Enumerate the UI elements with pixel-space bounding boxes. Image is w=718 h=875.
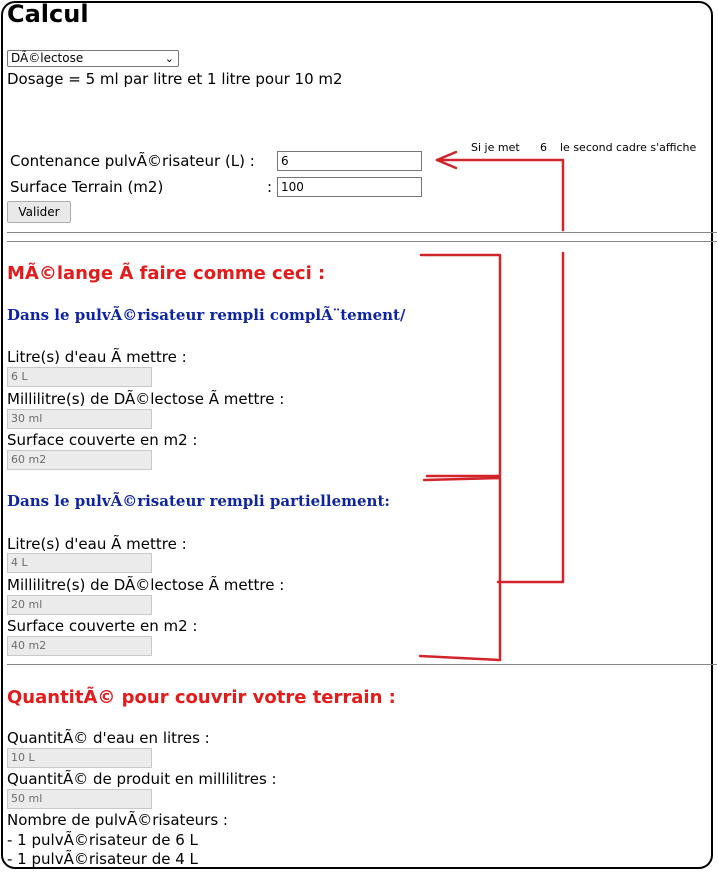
partial-surface-label: Surface couverte en m2 : [7,617,198,635]
mix-heading: MÃ©lange Ã faire comme ceci : [7,263,326,284]
surface-label: Surface Terrain (m2) [10,178,164,196]
annotation-prefix: Si je met [471,141,520,154]
full-surface-value: 60 m2 [7,450,152,470]
full-water-value: 6 L [7,367,152,387]
surface-colon: : [267,178,273,196]
quantity-water-value: 10 L [7,748,152,768]
partial-product-value: 20 ml [7,595,152,615]
quantity-product-value: 50 ml [7,789,152,809]
annotation-suffix: le second cadre s'affiche [560,141,697,154]
partial-water-label: Litre(s) d'eau Ã mettre : [7,535,187,553]
page-title: Calcul [7,0,89,28]
annotation-strokes [420,152,563,660]
capacity-label: Contenance pulvÃ©risateur (L) : [10,152,255,170]
product-select-value: DÃ©lectose [11,51,84,65]
sprayer-item: - 1 pulvÃ©risateur de 4 L [7,850,198,868]
quantity-product-label: QuantitÃ© de produit en millilitres : [7,770,277,788]
annotation-bracket [421,255,500,476]
quantity-heading: QuantitÃ© pour couvrir votre terrain : [7,687,396,708]
annotation-arrow-shaft [437,160,563,230]
sprayer-item: - 1 pulvÃ©risateur de 6 L [7,831,198,849]
partial-water-value: 4 L [7,553,152,573]
full-product-label: Millilitre(s) de DÃ©lectose Ã mettre : [7,390,285,408]
full-sprayer-heading: Dans le pulvÃ©risateur rempli complÃ¨tement/ [7,306,406,324]
partial-surface-value: 40 m2 [7,636,152,656]
validate-button[interactable]: Valider [7,201,71,223]
annotation-bracket [420,478,500,660]
annotation-value: 6 [540,141,547,154]
partial-sprayer-heading: Dans le pulvÃ©risateur rempli partiellement: [7,492,390,510]
full-surface-label: Surface couverte en m2 : [7,431,198,449]
chevron-down-icon: ⌄ [164,52,174,65]
full-water-label: Litre(s) d'eau Ã mettre : [7,348,187,366]
sprayers-label: Nombre de pulvÃ©risateurs : [7,811,228,829]
quantity-water-label: QuantitÃ© d'eau en litres : [7,729,210,747]
full-product-value: 30 ml [7,409,152,429]
annotation-return-line [498,253,563,582]
partial-product-label: Millilitre(s) de DÃ©lectose Ã mettre : [7,576,285,594]
dosage-text: Dosage = 5 ml par litre et 1 litre pour 10 m2 [7,70,343,88]
